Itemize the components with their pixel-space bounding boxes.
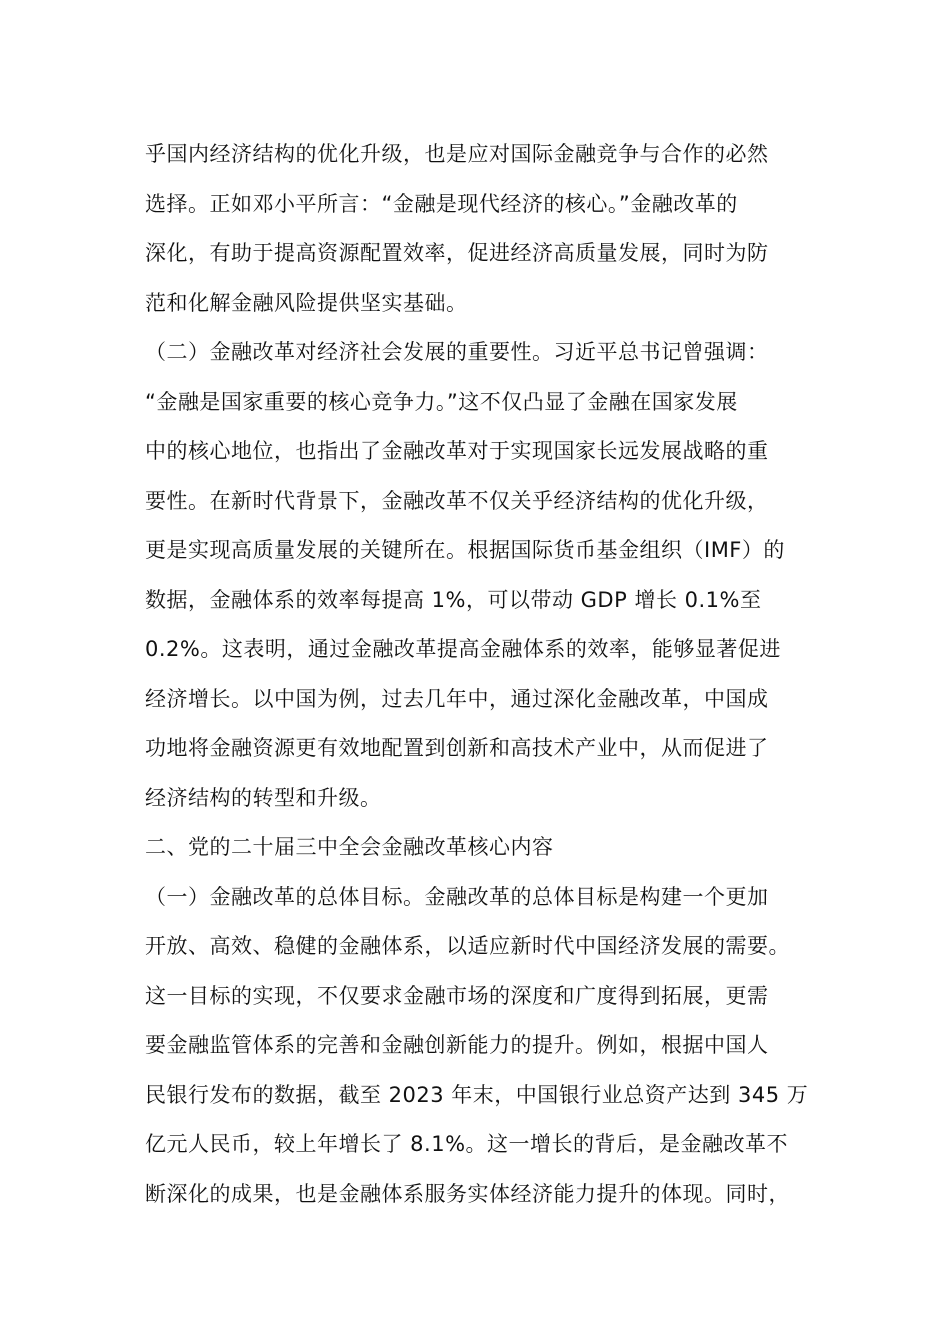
section-heading-2: 二、党的二十届三中全会金融改革核心内容 — [145, 835, 554, 859]
document-body — [145, 130, 825, 1219]
text-line: 要性。在新时代背景下，金融改革不仅关乎经济结构的优化升级， — [145, 488, 769, 513]
text-line: 0.2%。这表明，通过金融改革提高金融体系的效率，能够显著促进 — [145, 637, 781, 661]
text-line: 民银行发布的数据，截至 2023 年末，中国银行业总资产达到 345 万 — [145, 1082, 809, 1107]
text-line: 功地将金融资源更有效地配置到创新和高技术产业中，从而促进了 — [145, 736, 769, 760]
text-line: 乎国内经济结构的优化升级，也是应对国际金融竞争与合作的必然 — [145, 142, 769, 166]
text-line: 选择。正如邓小平所言：“金融是现代经济的核心。”金融改革的 — [145, 191, 738, 216]
text-line: 开放、高效、稳健的金融体系，以适应新时代中国经济发展的需要。 — [145, 934, 790, 958]
text-line: 这一目标的实现，不仅要求金融市场的深度和广度得到拓展，更需 — [145, 983, 769, 1008]
text-line: 经济增长。以中国为例，过去几年中，通过深化金融改革，中国成 — [145, 686, 769, 711]
text-line: 范和化解金融风险提供坚实基础。 — [145, 290, 468, 315]
text-line: 深化，有助于提高资源配置效率，促进经济高质量发展，同时为防 — [145, 241, 769, 265]
section-heading-2-1: （一）金融改革的总体目标。金融改革的总体目标是构建一个更加 — [145, 884, 769, 909]
text-line: 亿元人民币，较上年增长了 8.1%。这一增长的背后，是金融改革不 — [145, 1132, 789, 1156]
text-line: 数据，金融体系的效率每提高 1%，可以带动 GDP 增长 0.1%至 — [145, 587, 762, 612]
text-line: “金融是国家重要的核心竞争力。”这不仅凸显了金融在国家发展 — [145, 389, 738, 414]
text-line: 中的核心地位，也指出了金融改革对于实现国家长远发展战略的重 — [145, 439, 769, 463]
text-line: 要金融监管体系的完善和金融创新能力的提升。例如，根据中国人 — [145, 1033, 769, 1057]
text-line: 断深化的成果，也是金融体系服务实体经济能力提升的体现。同时， — [145, 1181, 790, 1206]
text-line: 经济结构的转型和升级。 — [145, 785, 382, 810]
text-line: 更是实现高质量发展的关键所在。根据国际货币基金组织（IMF）的 — [145, 538, 785, 562]
section-heading-2-2: （二）金融改革对经济社会发展的重要性。习近平总书记曾强调： — [145, 340, 769, 364]
